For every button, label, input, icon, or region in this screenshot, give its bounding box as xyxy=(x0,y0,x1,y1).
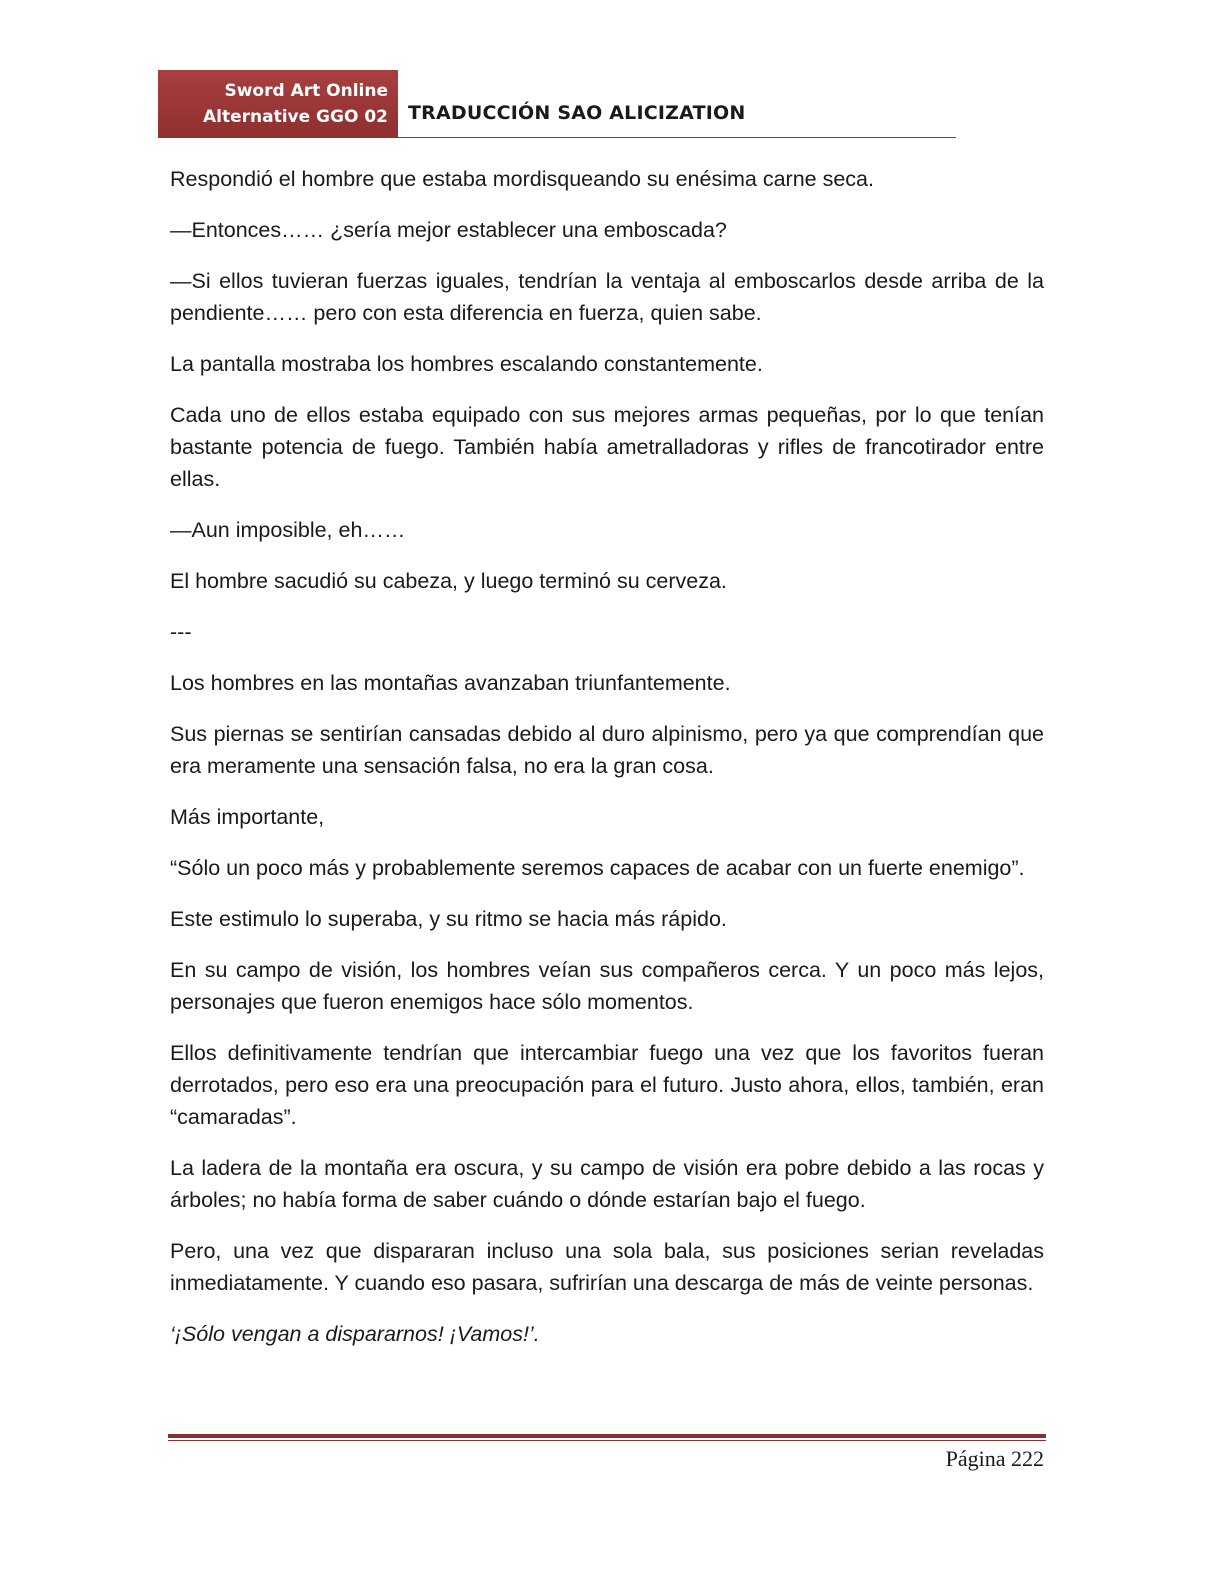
paragraph: La ladera de la montaña era oscura, y su campo de visión era pobre debido a las rocas y árboles; no había forma de saber cuándo o dónde estarían bajo el fuego. xyxy=(170,1156,1044,1212)
paragraph: La pantalla mostraba los hombres escalando constantemente. xyxy=(170,352,763,376)
paragraph: Respondió el hombre que estaba mordisqueando su enésima carne seca. xyxy=(170,167,874,191)
series-badge-line1: Sword Art Online xyxy=(224,81,388,101)
paragraph: —Aun imposible, eh…… xyxy=(170,518,406,542)
paragraph: Sus piernas se sentirían cansadas debido al duro alpinismo, pero ya que comprendían que era meramente una sensación falsa, no era la gran cosa. xyxy=(170,722,1044,778)
footer-divider xyxy=(168,1434,1046,1441)
italic-thought: ‘¡Sólo vengan a dispararnos! ¡Vamos!’. xyxy=(170,1322,540,1346)
paragraph: Cada uno de ellos estaba equipado con sus mejores armas pequeñas, por lo que tenían bastante potencia de fuego. También había ametralladoras y rifles de francotirador entre ellas. xyxy=(170,403,1044,491)
header-divider xyxy=(398,137,956,138)
series-badge-line2: Alternative GGO 02 xyxy=(202,107,388,127)
paragraph: Más importante, xyxy=(170,805,325,829)
paragraph: En su campo de visión, los hombres veían sus compañeros cerca. Y un poco más lejos, personajes que fueron enemigos hace sólo momentos. xyxy=(170,958,1044,1014)
page-number: Página 222 xyxy=(945,1446,1044,1471)
paragraph: —Si ellos tuvieran fuerzas iguales, tendrían la ventaja al emboscarlos desde arriba de la pendiente…… pero con esta diferencia en fuerza, quien sabe. xyxy=(170,269,1044,325)
paragraph: “Sólo un poco más y probablemente seremos capaces de acabar con un fuerte enemigo”. xyxy=(170,856,1025,880)
paragraph: El hombre sacudió su cabeza, y luego terminó su cerveza. xyxy=(170,569,727,593)
paragraph: Ellos definitivamente tendrían que intercambiar fuego una vez que los favoritos fueran derrotados, pero eso era una preocupación para el futuro. Justo ahora, ellos, también, eran “camaradas”. xyxy=(170,1041,1044,1129)
paragraph: Este estimulo lo superaba, y su ritmo se hacia más rápido. xyxy=(170,907,727,931)
paragraph: Los hombres en las montañas avanzaban triunfantemente. xyxy=(170,671,731,695)
series-badge xyxy=(158,70,398,138)
page-body xyxy=(170,163,1044,1369)
page-header xyxy=(158,70,956,138)
header-title: TRADUCCIÓN SAO ALICIZATION xyxy=(408,102,746,124)
scene-break: --- xyxy=(170,620,192,644)
paragraph: Pero, una vez que dispararan incluso una sola bala, sus posiciones serian reveladas inmediatamente. Y cuando eso pasara, sufrirían una descarga de más de veinte personas. xyxy=(170,1239,1044,1295)
paragraph: —Entonces…… ¿sería mejor establecer una emboscada? xyxy=(170,218,727,242)
